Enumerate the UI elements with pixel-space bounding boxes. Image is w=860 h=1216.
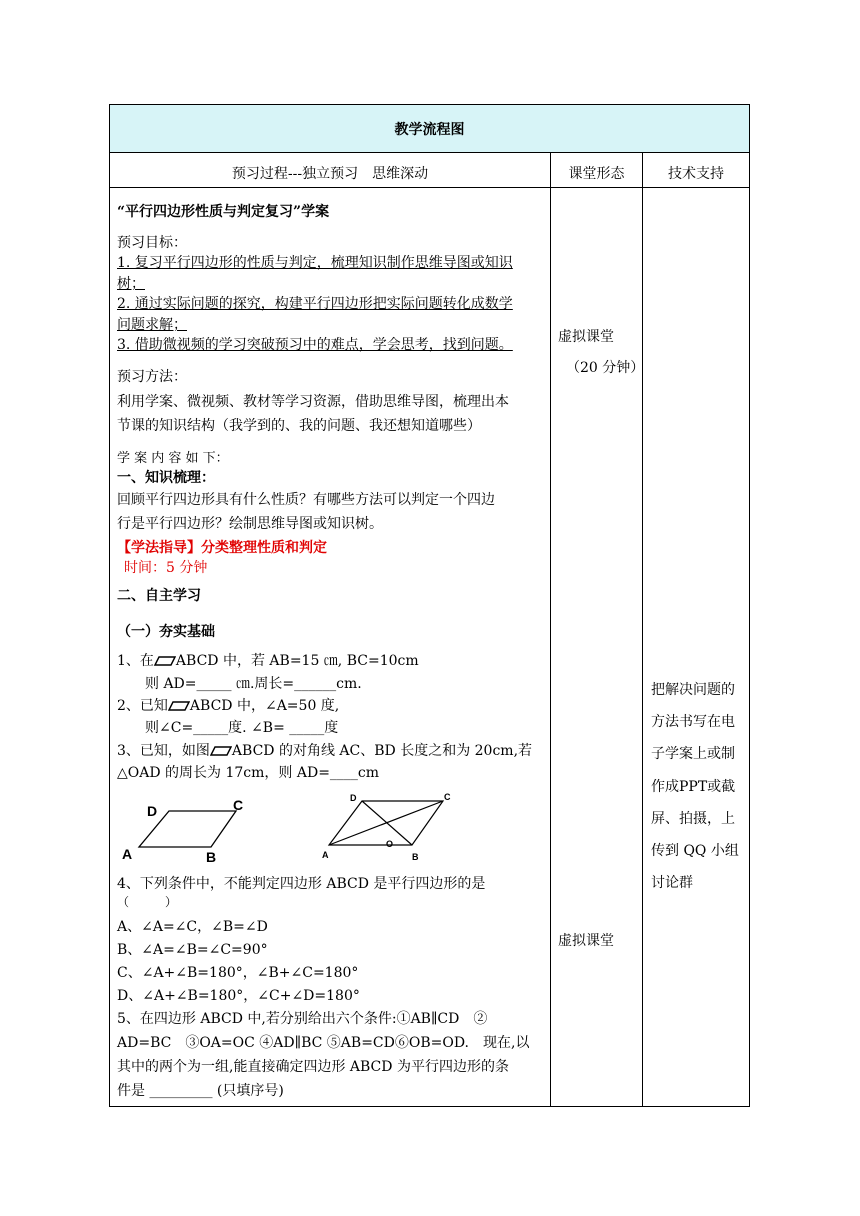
question-3-rest: ABCD 的对角线 AC、BD 长度之和为 20cm,若 <box>231 743 533 759</box>
tech-line: 子学案上或制 <box>651 746 735 763</box>
question-2-line-2: 则∠C=_____度. ∠B= _____度 <box>145 720 339 736</box>
tech-line: 方法书写在电 <box>651 714 735 731</box>
vertex-label-a: A <box>122 846 133 862</box>
parallelogram-figure-1 <box>118 797 250 865</box>
class-form-virtual-2: 虚拟课堂 <box>558 933 614 949</box>
question-1-line-1 <box>117 650 419 670</box>
parallelogram-figure-2 <box>318 790 458 866</box>
question-3-line-1 <box>117 740 532 760</box>
question-3-line-2: △OAD 的周长为 17cm，则 AD=____cm <box>117 765 380 781</box>
content-label: 学 案 内 容 如 下： <box>117 451 229 466</box>
question-2-line-1 <box>117 695 339 715</box>
class-form-virtual-1: 虚拟课堂 <box>558 329 614 345</box>
question-1-line-2: 则 AD=_____ ㎝.周长=______cm. <box>145 676 362 692</box>
column-divider-1 <box>550 153 551 1106</box>
subsection-1-title: （一）夯实基础 <box>117 624 215 640</box>
tech-line: 作成PPT或截 <box>651 778 736 795</box>
class-form-duration: （20 分钟） <box>566 360 645 376</box>
table-title: 教学流程图 <box>110 105 749 153</box>
time-note: 时间：5 分钟 <box>124 560 208 576</box>
vertex-label-b: B <box>206 849 217 865</box>
question-4-option-a: A、∠A=∠C，∠B=∠D <box>117 919 268 935</box>
question-3-prefix: 3、已知，如图 <box>117 743 210 759</box>
question-2-rest: ABCD 中，∠A=50 度, <box>189 698 340 714</box>
goal-2-line-1: 2. 通过实际问题的探究，构建平行四边形把实际问题转化成数学 <box>117 296 513 312</box>
header-divider <box>110 187 749 188</box>
vertex-label-c: C <box>233 797 244 813</box>
question-4-option-c: C、∠A+∠B=180°，∠B+∠C=180° <box>117 965 359 981</box>
question-5-line-2: AD=BC ③OA=OC ④AD∥BC ⑤AB=CD⑥OB=OD. 现在,以 <box>117 1035 530 1051</box>
question-5-line-3: 其中的两个为一组,能直接确定四边形 ABCD 为平行四边形的条 <box>117 1059 509 1075</box>
question-5-line-1: 5、在四边形 ABCD 中,若分别给出六个条件:①AB∥CD ② <box>117 1011 488 1027</box>
tech-line: 传到 QQ 小组 <box>651 843 739 860</box>
question-4-option-b: B、∠A=∠B=∠C=90° <box>117 942 268 958</box>
column-divider-2 <box>642 153 643 1106</box>
vertex-label-d: D <box>147 803 158 819</box>
tech-line: 屏、拍摄，上 <box>651 810 735 827</box>
study-guide: 【学法指导】分类整理性质和判定 <box>117 540 327 556</box>
worksheet-heading: “平行四边形性质与判定复习”学案 <box>117 204 330 220</box>
vertex-label-c: C <box>444 792 451 802</box>
tech-line: 把解决问题的 <box>651 682 735 698</box>
question-1-prefix: 1、在 <box>117 653 154 669</box>
question-1-rest: ABCD 中，若 AB=15 ㎝, BC=10cm <box>175 653 419 669</box>
section-1-line-2: 行是平行四边形？绘制思维导图或知识树。 <box>117 516 383 532</box>
method-line-2: 节课的知识结构（我学到的、我的问题、我还想知道哪些） <box>117 418 481 434</box>
parallelogram-symbol-icon <box>210 746 232 756</box>
vertex-label-b: B <box>412 852 419 862</box>
section-2-title: 二、自主学习 <box>117 588 201 604</box>
question-5-line-4: 件是 _________ (只填序号) <box>117 1083 284 1099</box>
goal-1-line-2: 树； <box>117 276 145 292</box>
vertex-label-a: A <box>322 850 329 860</box>
center-label-o: O <box>386 839 394 849</box>
goal-2-line-2: 问题求解； <box>117 317 187 333</box>
section-1-line-1: 回顾平行四边形具有什么性质？有哪些方法可以判定一个四边 <box>117 492 495 508</box>
parallelogram-symbol-icon <box>154 656 176 666</box>
method-label: 预习方法： <box>117 369 187 385</box>
column-header-process: 预习过程---独立预习 思维深动 <box>231 166 429 182</box>
question-4-blank: （ ） <box>117 895 178 909</box>
question-4-option-d: D、∠A+∠B=180°，∠C+∠D=180° <box>117 988 360 1004</box>
goal-3: 3. 借助微视频的学习突破预习中的难点，学会思考，找到问题。 <box>117 337 513 353</box>
tech-support-text <box>651 674 747 899</box>
tech-line: 讨论群 <box>651 875 693 892</box>
column-header-tech: 技术支持 <box>668 166 724 182</box>
vertex-label-d: D <box>350 793 357 803</box>
question-2-prefix: 2、已知 <box>117 698 168 714</box>
goal-1-line-1: 1. 复习平行四边形的性质与判定，梳理知识制作思维导图或知识 <box>117 255 513 271</box>
method-line-1: 利用学案、微视频、教材等学习资源，借助思维导图，梳理出本 <box>117 394 509 410</box>
column-header-form: 课堂形态 <box>568 166 625 182</box>
question-4-line-1: 4、下列条件中，不能判定四边形 ABCD 是平行四边形的是 <box>117 876 486 892</box>
section-1-title: 一、知识梳理： <box>117 470 215 486</box>
parallelogram-symbol-icon <box>168 701 190 711</box>
goals-label: 预习目标： <box>117 235 187 251</box>
